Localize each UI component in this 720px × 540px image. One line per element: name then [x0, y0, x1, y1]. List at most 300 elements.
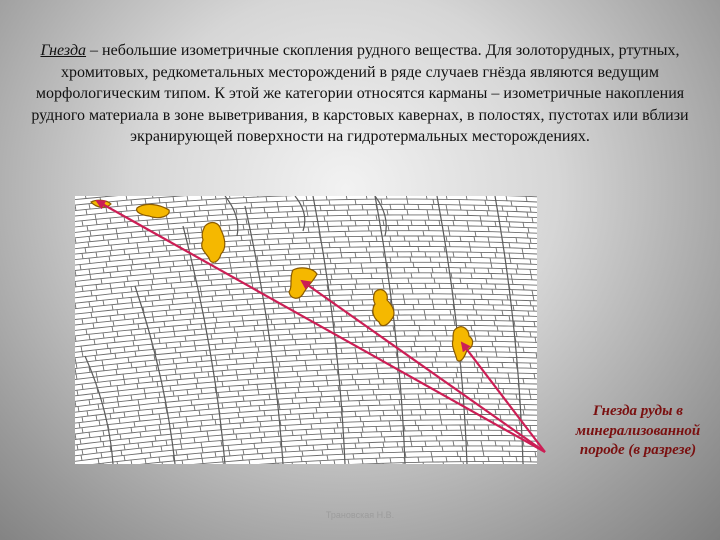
brick-joint — [404, 268, 405, 273]
brick-joint — [215, 323, 216, 328]
brick-joint — [397, 231, 398, 236]
brick-joint — [432, 205, 433, 210]
definition-paragraph — [30, 40, 690, 148]
brick-joint — [208, 340, 209, 345]
brick-joint — [116, 369, 117, 374]
brick-joint — [299, 222, 300, 227]
brick-joint — [411, 378, 412, 383]
brick-joint — [98, 458, 99, 463]
brick-joint — [400, 415, 401, 420]
brick-joint — [334, 269, 335, 274]
brick-joint — [330, 280, 331, 285]
brick-joint — [428, 215, 429, 220]
brick-joint — [534, 374, 535, 379]
brick-joint — [222, 306, 223, 311]
brick-joint — [166, 343, 167, 348]
brick-joint — [110, 272, 111, 277]
brick-joint — [124, 445, 125, 450]
brick-joint — [295, 340, 296, 345]
brick-joint — [502, 206, 503, 211]
brick-joint — [506, 217, 507, 222]
brick-joint — [276, 356, 277, 361]
brick-joint — [124, 282, 125, 287]
brick-joint — [306, 398, 307, 403]
brick-joint — [285, 425, 286, 430]
brick-joint — [155, 436, 156, 441]
brick-joint — [306, 206, 307, 211]
brick-joint — [483, 451, 484, 456]
brick-joint — [418, 247, 419, 252]
brick-joint — [502, 269, 503, 274]
brick-joint — [334, 205, 335, 210]
brick-joint — [368, 226, 369, 231]
brick-joint — [389, 421, 390, 426]
brick-joint — [264, 432, 265, 437]
brick-joint — [362, 300, 363, 305]
brick-joint — [239, 407, 240, 412]
brick-joint — [532, 217, 533, 222]
brick-joint — [243, 321, 244, 326]
brick-joint — [92, 307, 93, 312]
brick-joint — [320, 205, 321, 210]
brick-joint — [441, 420, 442, 425]
brick-joint — [439, 378, 440, 383]
brick-joint — [229, 451, 230, 456]
brick-joint — [178, 396, 179, 401]
brick-joint — [194, 438, 195, 443]
brick-joint — [271, 448, 272, 453]
brick-joint — [173, 423, 174, 428]
brick-joint — [89, 269, 90, 274]
author-credit: Трановская Н.В. — [325, 510, 395, 520]
brick-joint — [334, 364, 335, 369]
brick-joint — [78, 406, 79, 411]
brick-joint — [530, 269, 531, 274]
brick-joint — [289, 329, 290, 334]
brick-joint — [180, 439, 181, 444]
brick-joint — [446, 457, 447, 462]
brick-joint — [480, 415, 481, 420]
brick-joint — [255, 342, 256, 347]
brick-joint — [288, 228, 289, 233]
brick-joint — [173, 207, 174, 212]
brick-joint — [173, 261, 174, 266]
brick-joint — [292, 302, 293, 307]
brick-joint — [529, 243, 530, 248]
brick-joint — [250, 240, 251, 245]
brick-joint — [206, 350, 207, 355]
brick-joint — [376, 363, 377, 368]
brick-joint — [242, 455, 243, 460]
brick-joint — [509, 378, 510, 383]
brick-joint — [474, 205, 475, 210]
brick-joint — [96, 252, 97, 257]
brick-joint — [166, 246, 167, 251]
brick-joint — [495, 221, 496, 226]
brick-joint — [194, 330, 195, 335]
brick-joint — [397, 368, 398, 373]
brick-joint — [340, 417, 341, 422]
brick-joint — [191, 400, 192, 405]
brick-joint — [145, 361, 146, 367]
brick-joint — [418, 331, 419, 336]
brick-joint — [229, 290, 230, 295]
brick-joint — [117, 386, 118, 391]
brick-joint — [293, 233, 294, 238]
brick-joint — [401, 431, 402, 436]
brick-joint — [257, 352, 258, 357]
brick-joint — [175, 369, 176, 374]
brick-joint — [194, 244, 195, 249]
brick-joint — [425, 252, 426, 257]
brick-joint — [530, 332, 531, 337]
brick-joint — [150, 269, 151, 274]
brick-joint — [397, 410, 398, 415]
brick-joint — [187, 217, 188, 222]
brick-joint — [404, 394, 405, 399]
brick-joint — [351, 295, 352, 300]
brick-joint — [75, 369, 76, 375]
brick-joint — [300, 377, 301, 382]
brick-joint — [474, 320, 475, 325]
brick-joint — [91, 312, 92, 318]
brick-joint — [389, 241, 390, 246]
brick-joint — [397, 284, 398, 289]
brick-joint — [528, 311, 529, 316]
brick-joint — [201, 367, 202, 372]
brick-joint — [342, 449, 343, 454]
brick-joint — [110, 348, 111, 354]
brick-joint — [248, 230, 249, 235]
brick-joint — [432, 289, 433, 294]
brick-joint — [236, 338, 237, 343]
brick-joint — [518, 342, 519, 347]
brick-joint — [145, 199, 146, 204]
brick-joint — [278, 282, 279, 287]
brick-joint — [495, 284, 496, 289]
brick-joint — [358, 385, 359, 390]
brick-joint — [96, 317, 97, 323]
brick-joint — [264, 240, 265, 245]
brick-joint — [459, 399, 460, 404]
brick-joint — [121, 212, 122, 217]
brick-joint — [236, 252, 237, 257]
brick-joint — [450, 310, 451, 315]
brick-joint — [502, 363, 503, 368]
brick-joint — [498, 383, 499, 388]
brick-joint — [471, 326, 472, 331]
brick-joint — [109, 256, 110, 261]
brick-joint — [180, 374, 181, 379]
brick-joint — [369, 252, 370, 257]
brick-joint — [201, 421, 202, 426]
brick-joint — [103, 333, 104, 338]
brick-joint — [300, 419, 301, 424]
brick-joint — [320, 333, 321, 338]
brick-joint — [315, 339, 316, 344]
brick-joint — [453, 378, 454, 383]
brick-joint — [367, 210, 368, 215]
brick-joint — [180, 428, 181, 433]
brick-joint — [502, 456, 503, 461]
brick-joint — [535, 452, 536, 457]
brick-joint — [341, 433, 342, 438]
brick-joint — [431, 273, 432, 278]
brick-joint — [184, 255, 185, 260]
brick-joint — [124, 347, 125, 352]
brick-joint — [154, 333, 155, 338]
brick-joint — [167, 219, 168, 224]
brick-joint — [107, 343, 108, 349]
brick-joint — [446, 236, 447, 241]
brick-joint — [523, 222, 524, 227]
brick-joint — [279, 404, 280, 409]
brick-joint — [215, 196, 216, 199]
brick-joint — [254, 443, 255, 448]
brick-joint — [420, 415, 421, 420]
brick-joint — [99, 420, 100, 425]
brick-joint — [313, 285, 314, 290]
brick-joint — [292, 238, 293, 243]
brick-joint — [222, 338, 223, 343]
brick-joint — [227, 365, 228, 370]
brick-joint — [290, 409, 291, 414]
brick-joint — [243, 257, 244, 262]
brick-joint — [414, 341, 415, 346]
brick-joint — [411, 273, 412, 278]
brick-joint — [229, 322, 230, 327]
brick-joint — [128, 238, 129, 244]
brick-joint — [106, 262, 107, 268]
brick-joint — [458, 383, 459, 388]
brick-joint — [372, 289, 373, 294]
brick-joint — [529, 389, 530, 394]
brick-joint — [362, 236, 363, 241]
brick-joint — [357, 369, 358, 374]
brick-joint — [159, 392, 160, 397]
brick-joint — [331, 274, 332, 279]
brick-joint — [82, 450, 83, 455]
brick-joint — [168, 235, 169, 240]
brick-joint — [381, 199, 382, 204]
brick-joint — [411, 315, 412, 320]
brick-joint — [138, 411, 139, 416]
brick-joint — [453, 441, 454, 446]
brick-joint — [263, 331, 264, 336]
brick-joint — [236, 209, 237, 214]
brick-joint — [258, 347, 259, 352]
brick-joint — [448, 226, 449, 231]
brick-joint — [220, 220, 221, 225]
brick-joint — [509, 316, 510, 321]
brick-joint — [475, 336, 476, 341]
brick-joint — [271, 416, 272, 421]
brick-joint — [535, 337, 536, 342]
brick-joint — [103, 300, 104, 305]
brick-joint — [194, 373, 195, 378]
brick-joint — [285, 319, 286, 324]
brick-joint — [502, 331, 503, 336]
brick-joint — [180, 342, 181, 347]
brick-joint — [318, 386, 319, 391]
brick-joint — [368, 406, 369, 411]
brick-joint — [196, 384, 197, 389]
brick-joint — [284, 345, 285, 350]
brick-joint — [317, 370, 318, 375]
brick-joint — [530, 238, 531, 243]
brick-joint — [194, 222, 195, 227]
brick-joint — [509, 410, 510, 415]
brick-joint — [246, 198, 247, 203]
brick-joint — [236, 241, 237, 246]
brick-joint — [314, 323, 315, 328]
brick-joint — [173, 315, 174, 320]
brick-joint — [176, 364, 177, 369]
brick-joint — [369, 316, 370, 321]
brick-joint — [446, 362, 447, 367]
brick-joint — [315, 328, 316, 333]
brick-joint — [299, 403, 300, 408]
brick-joint — [278, 303, 279, 308]
brick-joint — [406, 196, 407, 199]
brick-joint — [425, 220, 426, 225]
brick-joint — [129, 439, 130, 444]
brick-joint — [173, 359, 174, 364]
brick-joint — [170, 386, 171, 391]
brick-joint — [481, 378, 482, 383]
brick-joint — [215, 355, 216, 360]
brick-joint — [299, 446, 300, 451]
brick-joint — [201, 196, 202, 200]
brick-joint — [350, 215, 351, 220]
brick-joint — [117, 396, 118, 402]
brick-joint — [346, 196, 347, 200]
brick-joint — [260, 422, 261, 427]
brick-joint — [470, 247, 471, 252]
brick-joint — [353, 305, 354, 310]
brick-joint — [193, 314, 194, 319]
brick-joint — [229, 386, 230, 391]
brick-joint — [327, 381, 328, 386]
brick-joint — [95, 214, 96, 219]
brick-joint — [327, 253, 328, 258]
brick-joint — [85, 248, 86, 254]
brick-joint — [418, 457, 419, 462]
brick-joint — [75, 271, 76, 277]
brick-joint — [516, 331, 517, 336]
brick-joint — [292, 366, 293, 371]
brick-joint — [497, 368, 498, 373]
brick-joint — [107, 224, 108, 229]
brick-joint — [216, 360, 217, 365]
brick-joint — [173, 391, 174, 396]
brick-joint — [516, 269, 517, 274]
brick-joint — [369, 411, 370, 416]
brick-joint — [257, 416, 258, 421]
brick-joint — [290, 260, 291, 265]
brick-joint — [124, 314, 125, 320]
brick-joint — [523, 285, 524, 290]
brick-joint — [86, 329, 87, 334]
brick-joint — [130, 270, 131, 275]
brick-joint — [189, 249, 190, 254]
brick-joint — [305, 360, 306, 365]
brick-joint — [182, 460, 183, 464]
brick-joint — [138, 216, 139, 221]
brick-joint — [110, 316, 111, 322]
brick-joint — [82, 428, 83, 433]
brick-joint — [332, 439, 333, 444]
brick-joint — [440, 415, 441, 420]
brick-joint — [517, 264, 518, 269]
brick-joint — [196, 362, 197, 367]
brick-joint — [383, 347, 384, 352]
brick-joint — [75, 401, 76, 407]
brick-joint — [174, 288, 175, 293]
brick-joint — [492, 341, 493, 346]
brick-joint — [114, 337, 115, 342]
brick-joint — [153, 274, 154, 279]
brick-joint — [358, 438, 359, 443]
brick-joint — [390, 331, 391, 336]
brick-joint — [257, 288, 258, 293]
brick-joint — [439, 315, 440, 320]
brick-joint — [197, 378, 198, 383]
brick-joint — [320, 429, 321, 434]
fracture-line — [495, 196, 523, 464]
brick-joint — [200, 426, 201, 431]
brick-joint — [341, 348, 342, 353]
brick-joint — [527, 212, 528, 217]
brick-joint — [360, 417, 361, 422]
brick-joint — [117, 429, 118, 434]
brick-joint — [117, 310, 118, 315]
brick-joint — [243, 225, 244, 230]
brick-joint — [439, 283, 440, 288]
brick-joint — [495, 441, 496, 446]
brick-joint — [361, 432, 362, 437]
brick-joint — [180, 353, 181, 358]
brick-joint — [348, 396, 349, 401]
brick-joint — [172, 299, 173, 304]
brick-joint — [229, 418, 230, 423]
brick-joint — [369, 443, 370, 448]
brick-joint — [262, 454, 263, 459]
brick-joint — [129, 254, 130, 259]
brick-joint — [362, 342, 363, 347]
brick-joint — [333, 306, 334, 311]
brick-joint — [313, 222, 314, 227]
brick-joint — [509, 347, 510, 352]
brick-joint — [169, 305, 170, 310]
brick-joint — [477, 367, 478, 372]
brick-joint — [131, 362, 132, 368]
brick-joint — [250, 304, 251, 309]
brick-joint — [341, 253, 342, 258]
brick-joint — [508, 227, 509, 232]
brick-joint — [106, 208, 107, 213]
brick-joint — [414, 320, 415, 325]
brick-joint — [82, 417, 83, 422]
brick-joint — [131, 297, 132, 302]
brick-joint — [446, 425, 447, 430]
brick-joint — [361, 263, 362, 268]
brick-joint — [181, 444, 182, 449]
brick-joint — [369, 242, 370, 247]
brick-joint — [236, 273, 237, 278]
brick-joint — [274, 325, 275, 330]
brick-joint — [240, 423, 241, 428]
